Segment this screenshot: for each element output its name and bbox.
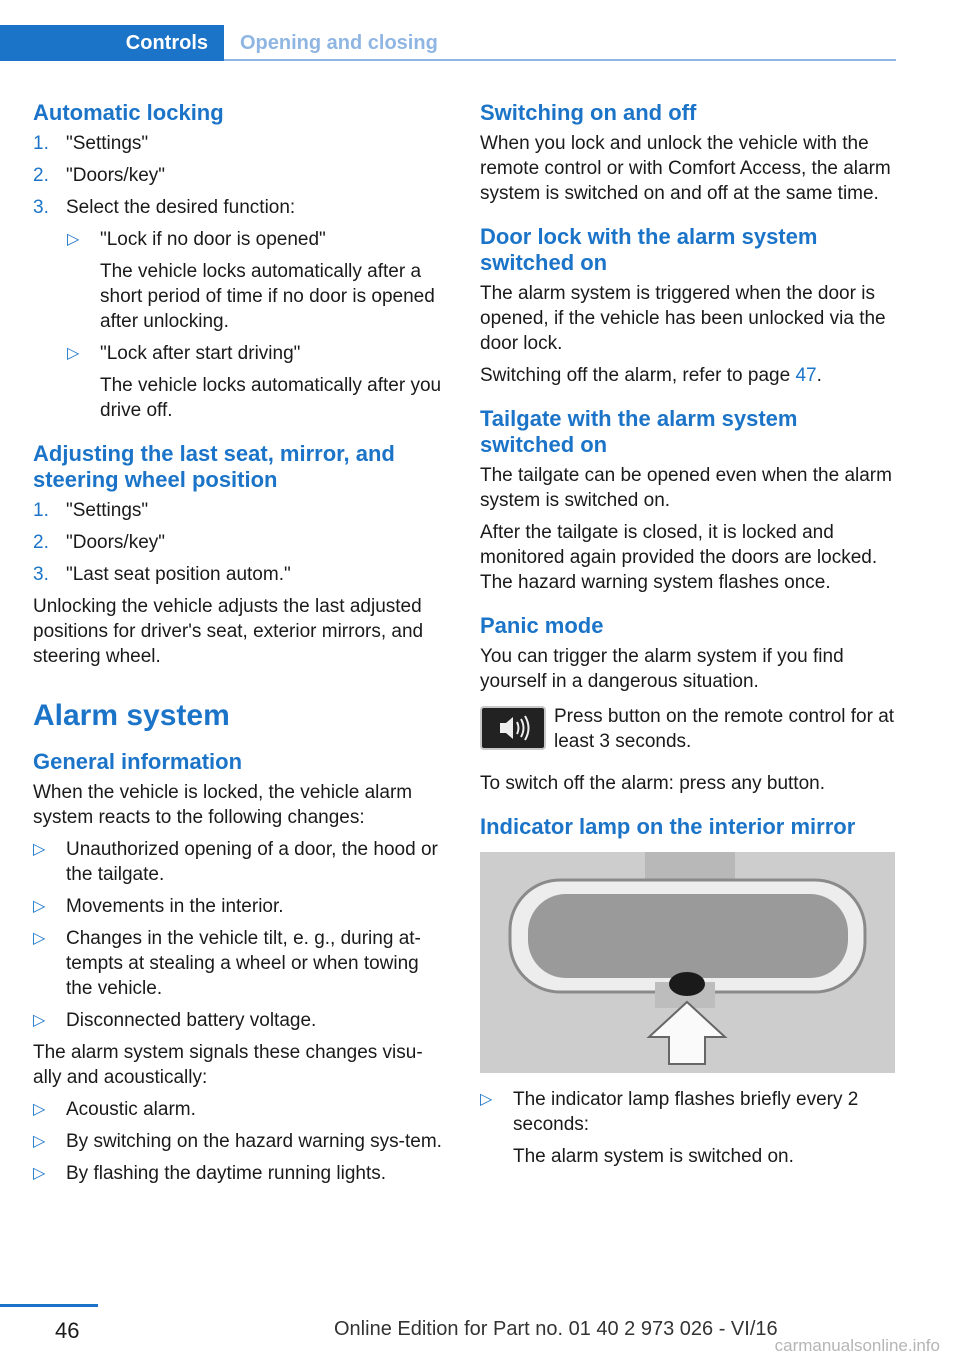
- list-item: ▷ Changes in the vehicle tilt, e. g., during at‐tempts at stealing a wheel or when towing the vehicle.: [33, 928, 421, 999]
- adjust-text: Unlocking the vehicle adjusts the last adjusted positions for driver's seat, exterior mirrors, and steering wheel.: [33, 596, 424, 667]
- list-item: ▷ By switching on the hazard warning sys‐tem.: [33, 1131, 442, 1152]
- list-item: 3. "Last seat position autom.": [33, 564, 291, 585]
- list-item: ▷ Movements in the interior.: [33, 896, 284, 917]
- general-info-title: General information: [33, 749, 243, 774]
- doorlock-text: The alarm system is triggered when the door is opened, if the vehicle has been unlocked via the door lock.: [480, 283, 886, 354]
- option-description: The vehicle locks automatically after a short period of time if no door is opened after unlocking.: [100, 261, 435, 332]
- panic-button-text: Press button on the remote control for at least 3 seconds.: [554, 706, 895, 752]
- list-item: 2. "Doors/key": [33, 165, 166, 186]
- page-link[interactable]: 47: [795, 365, 817, 386]
- list-item: ▷ By flashing the daytime running lights.: [33, 1163, 387, 1184]
- section-tab: Controls: [0, 25, 224, 61]
- panic-button-icon: [480, 706, 546, 750]
- subsection-tab: Opening and closing: [240, 32, 438, 54]
- panic-text: You can trigger the alarm system if you find yourself in a dangerous situation.: [480, 646, 844, 692]
- header-rule: [224, 59, 896, 61]
- list-item: ▷ "Lock after start driving": [67, 343, 301, 364]
- tailgate-title: Tailgate with the alarm system switched on: [480, 406, 798, 457]
- lamp-title: Indicator lamp on the interior mirror: [480, 814, 856, 839]
- switch-title: Switching on and off: [480, 100, 697, 125]
- alarm-signals-list: [33, 1097, 445, 1186]
- panic-title: Panic mode: [480, 613, 604, 638]
- signals-text: The alarm system signals these changes visu‐ally and acoustically:: [33, 1042, 423, 1088]
- panic-off-text: To switch off the alarm: press any button.: [480, 773, 825, 794]
- switch-text: When you lock and unlock the vehicle with the remote control or with Comfort Access, the alarm system is switched on and off at the same time.: [480, 133, 891, 204]
- auto-lock-options: [67, 227, 445, 423]
- list-item: 1. "Settings": [33, 133, 149, 154]
- list-item: ▷ Disconnected battery voltage.: [33, 1010, 317, 1031]
- general-info-text: When the vehicle is locked, the vehicle alarm system reacts to the following changes:: [33, 782, 413, 828]
- tailgate-text-1: The tailgate can be opened even when the alarm system is switched on.: [480, 465, 892, 511]
- lamp-list: [480, 1087, 896, 1169]
- option-description: The vehicle locks automatically after you drive off.: [100, 375, 442, 421]
- page-number: 46: [55, 1318, 80, 1343]
- auto-lock-steps: [33, 131, 445, 220]
- page-header: [0, 25, 896, 61]
- alarm-changes-list: [33, 837, 445, 1033]
- panic-button-row: [480, 704, 896, 764]
- list-item: ▷ The indicator lamp flashes briefly every 2 seconds:: [480, 1089, 859, 1135]
- adjust-steps: [33, 498, 445, 587]
- adjust-title: Adjusting the last seat, mirror, and steering wheel position: [33, 441, 395, 492]
- doorlock-ref: Switching off the alarm, refer to page 47.: [480, 365, 822, 386]
- list-item: ▷ Unauthorized opening of a door, the hood or the tailgate.: [33, 839, 438, 885]
- interior-mirror-image: [480, 852, 895, 1073]
- list-item: 3. Select the desired function:: [33, 197, 296, 218]
- list-item: ▷ "Lock if no door is opened": [67, 229, 326, 250]
- tailgate-text-2: After the tailgate is closed, it is locked and monitored again provided the doors are locked. The hazard warning system flashes once.: [480, 522, 878, 593]
- auto-lock-title: Automatic locking: [33, 100, 224, 125]
- alarm-system-heading: Alarm system: [33, 699, 230, 732]
- list-item: 1. "Settings": [33, 500, 149, 521]
- watermark: carmanualsonline.info: [774, 1336, 940, 1355]
- doorlock-title: Door lock with the alarm system switched on: [480, 224, 818, 275]
- right-column: [480, 100, 896, 1169]
- left-column: [33, 100, 445, 1186]
- list-item: 2. "Doors/key": [33, 532, 166, 553]
- footer-rule: [0, 1304, 98, 1307]
- edition-text: Online Edition for Part no. 01 40 2 973 026 - VI/16: [334, 1318, 778, 1340]
- list-item: ▷ Acoustic alarm.: [33, 1099, 196, 1120]
- lamp-item-sub: The alarm system is switched on.: [513, 1146, 794, 1167]
